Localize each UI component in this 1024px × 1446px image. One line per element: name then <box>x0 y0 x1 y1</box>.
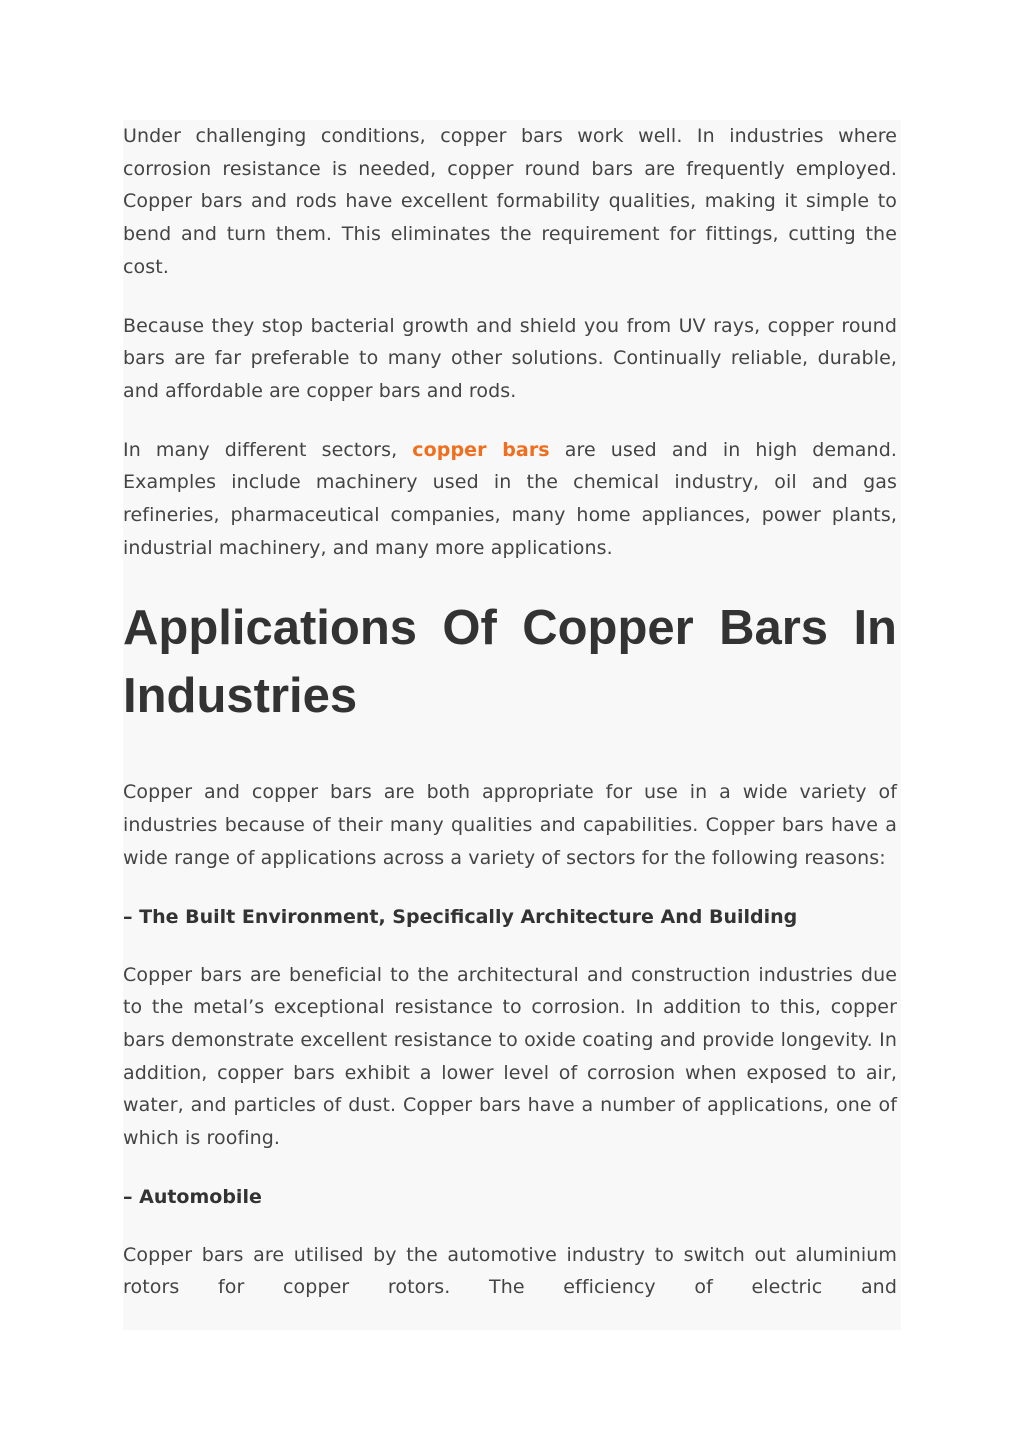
section-heading: Applications Of Copper Bars In Industries <box>123 601 897 724</box>
copper-bars-link[interactable]: copper bars <box>412 438 550 461</box>
subheading-automobile: – Automobile <box>123 1185 262 1208</box>
paragraph-industries-overview: Copper and copper bars are both appropriate for use in a wide variety of industries because of their many qualities and capabilities. Copper bars have a wide range of applications across a variety of sectors for the following reasons: <box>123 781 897 869</box>
paragraph-sectors <box>123 434 897 565</box>
subheading-built-environment: – The Built Environment, Specifically Architecture And Building <box>123 905 798 928</box>
paragraph-bacterial-growth: Because they stop bacterial growth and shield you from UV rays, copper round bars are far preferable to many other solutions. Continually reliable, durable, and affordable are copper bars and rods. <box>123 314 897 402</box>
article-content <box>123 120 897 1304</box>
paragraph-corrosion-resistance: Under challenging conditions, copper bars work well. In industries where corrosion resistance is needed, copper round bars are frequently employed. Copper bars and rods have excellent formability qualities, making it simple to bend and turn them. This eliminates the requirement for fittings, cutting the cost. <box>123 125 897 278</box>
paragraph-automotive: Copper bars are utilised by the automotive industry to switch out aluminium rotors for copper rotors. The efficiency of electric and <box>123 1243 897 1299</box>
paragraph-architecture: Copper bars are beneficial to the architectural and construction industries due to the metal’s exceptional resistance to corrosion. In addition to this, copper bars demonstrate excellent resistance to oxide coating and provide longevity. In addition, copper bars exhibit a lower level of corrosion when exposed to air, water, and particles of dust. Copper bars have a number of applications, one of which is roofing. <box>123 963 897 1150</box>
paragraph-sectors-rest: are used and in high demand. Examples include machinery used in the chemical industry, oil and gas refineries, pharmaceutical companies, many home appliances, power plants, industrial machinery, and many more applications. <box>123 438 897 559</box>
article-panel <box>123 120 901 1330</box>
paragraph-sectors-intro: In many different sectors, <box>123 438 413 461</box>
